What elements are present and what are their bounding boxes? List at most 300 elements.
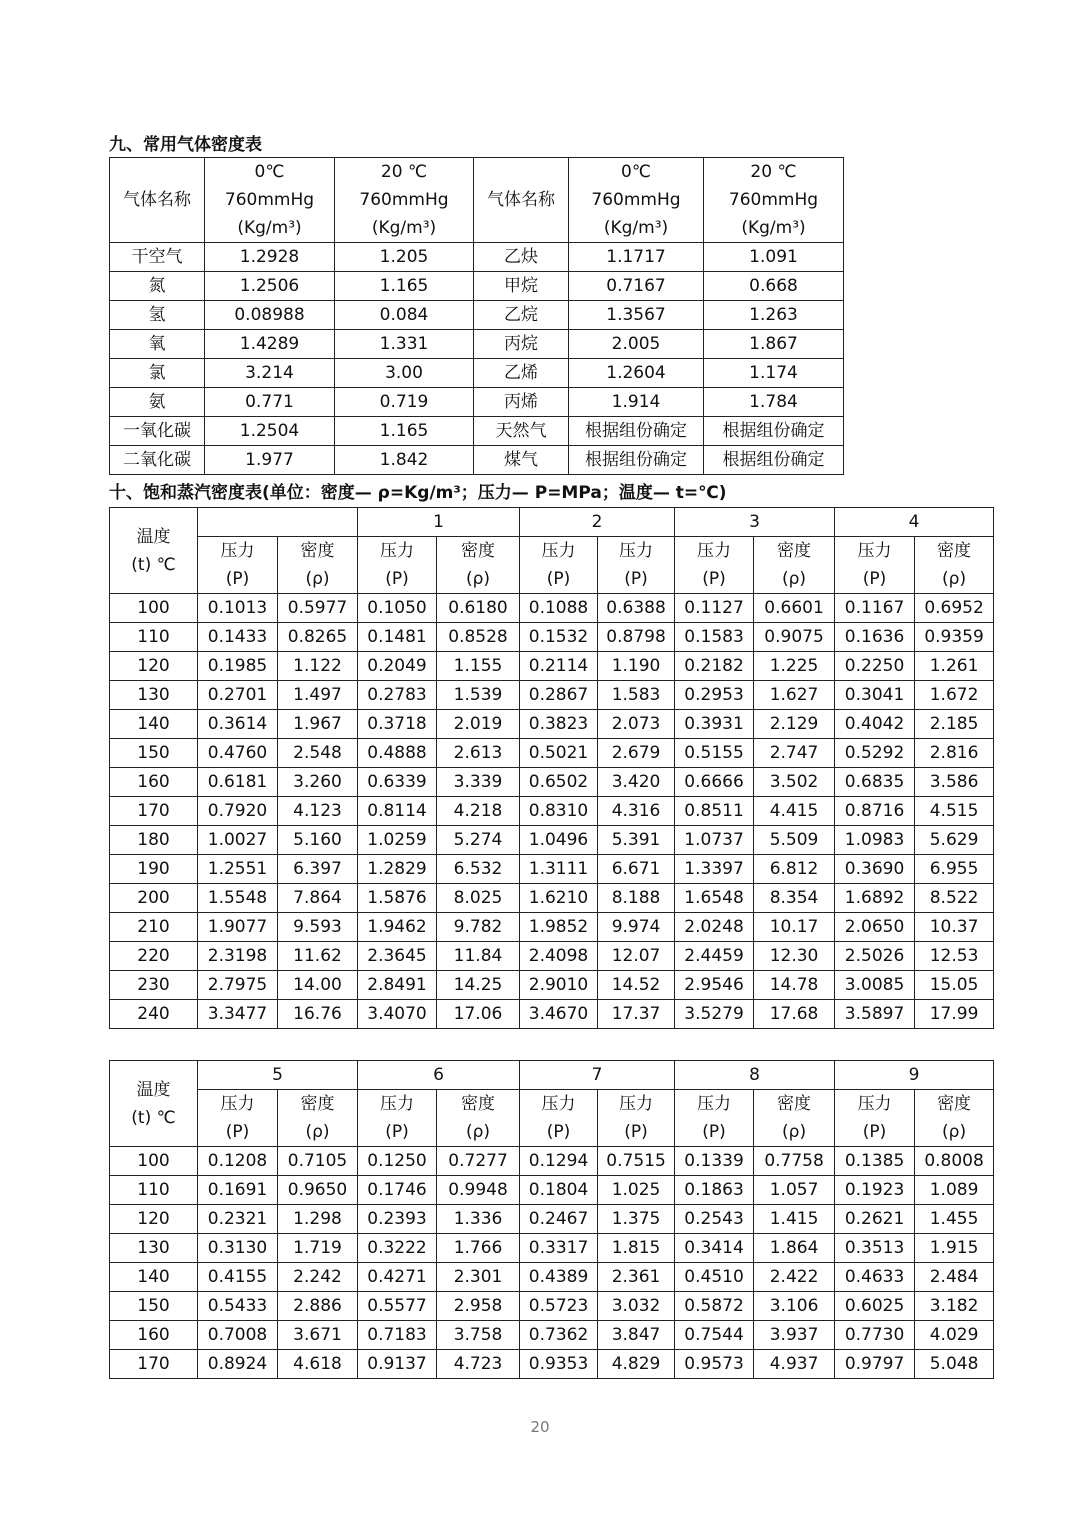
steam-value-cell: 5.391 [598,826,675,855]
steam-value-cell: 6.397 [278,855,358,884]
steam-value-cell: 0.5577 [358,1292,437,1321]
steam-sub-header-line: 压力 [380,541,414,561]
steam-value-cell: 2.361 [598,1263,675,1292]
steam-value-cell: 0.7277 [437,1147,520,1176]
steam-value-cell: 1.336 [437,1205,520,1234]
steam-value-cell: 2.816 [915,739,994,768]
table-row [110,797,994,826]
steam-value-cell: 14.52 [598,971,675,1000]
steam-sub-header [675,1090,754,1147]
steam-value-cell: 12.30 [754,942,835,971]
steam-value-cell: 0.7544 [675,1321,754,1350]
steam-value-cell: 0.2467 [520,1205,598,1234]
steam-sub-header [754,1090,835,1147]
gas-name-cell: 煤气 [474,446,569,475]
steam-value-cell: 0.9353 [520,1350,598,1379]
steam-group-header: 9 [835,1061,994,1090]
steam-group-header: 8 [675,1061,835,1090]
gas-name-cell: 干空气 [110,243,205,272]
table-row [110,272,844,301]
steam-value-cell: 0.8265 [278,623,358,652]
steam-value-cell: 1.155 [437,652,520,681]
steam-value-cell: 0.7105 [278,1147,358,1176]
steam-value-cell: 8.188 [598,884,675,913]
page-number: 20 [530,1418,550,1436]
steam-group-header-row [110,508,994,537]
steam-value-cell: 0.1985 [198,652,278,681]
steam-sub-header-line: 压力 [541,541,576,561]
steam-sub-header-line: (P) [862,569,887,589]
steam-value-cell: 0.7183 [358,1321,437,1350]
steam-value-cell: 3.586 [915,768,994,797]
steam-value-cell: 2.886 [278,1292,358,1321]
steam-value-cell: 0.7362 [520,1321,598,1350]
gas-name-header-2: 气体名称 [474,158,569,243]
steam-sub-header-line: 压力 [697,1094,732,1114]
steam-value-cell: 10.17 [754,913,835,942]
density-value-cell: 根据组份确定 [704,417,844,446]
steam-value-cell: 0.3222 [358,1234,437,1263]
steam-value-cell: 0.3130 [198,1234,278,1263]
steam-value-cell: 1.0259 [358,826,437,855]
steam-group-header [198,508,358,537]
table-row [110,388,844,417]
steam-sub-header-line: 密度 [777,541,812,561]
steam-value-cell: 2.019 [437,710,520,739]
steam-value-cell: 0.4510 [675,1263,754,1292]
density-value-cell: 根据组份确定 [569,446,704,475]
steam-sub-header-line: (ρ) [782,1122,807,1142]
steam-value-cell: 0.6666 [675,768,754,797]
steam-value-cell: 0.3690 [835,855,915,884]
gas-name-cell: 氨 [110,388,205,417]
gas-20c-pressure: 760mmHg [359,190,449,210]
steam-value-cell: 3.937 [754,1321,835,1350]
steam-value-cell: 0.7920 [198,797,278,826]
steam-sub-header-line: 压力 [857,541,892,561]
steam-sub-header-line: (P) [385,569,409,589]
steam-sub-header-line: (ρ) [942,1122,967,1142]
density-value-cell: 根据组份确定 [569,417,704,446]
steam-value-cell: 3.0085 [835,971,915,1000]
steam-value-cell: 0.6601 [754,594,835,623]
steam-group-header: 4 [835,508,994,537]
steam-value-cell: 1.0737 [675,826,754,855]
density-value-cell: 0.668 [704,272,844,301]
steam-value-cell: 10.37 [915,913,994,942]
steam-value-cell: 1.057 [754,1176,835,1205]
temperature-header [110,1061,198,1147]
steam-value-cell: 2.185 [915,710,994,739]
steam-sub-header-line: 压力 [380,1094,415,1114]
steam-value-cell: 0.6339 [358,768,437,797]
steam-value-cell: 4.218 [437,797,520,826]
density-value-cell: 1.3567 [569,301,704,330]
gas-name-cell: 乙炔 [474,243,569,272]
steam-value-cell: 0.2393 [358,1205,437,1234]
table-row [110,971,994,1000]
density-value-cell: 1.867 [704,330,844,359]
steam-value-cell: 2.301 [437,1263,520,1292]
steam-value-cell: 17.06 [437,1000,520,1029]
steam-sub-header [278,1090,358,1147]
steam-sub-header [835,1090,915,1147]
steam-sub-header-line: 密度 [937,541,972,561]
table-row [110,826,994,855]
steam-value-cell: 0.6181 [198,768,278,797]
steam-value-cell: 0.9359 [915,623,994,652]
steam-value-cell: 2.4098 [520,942,598,971]
temperature-cell: 150 [110,1292,198,1321]
steam-group-header: 7 [520,1061,675,1090]
steam-value-cell: 1.915 [915,1234,994,1263]
steam-value-cell: 1.5548 [198,884,278,913]
steam-value-cell: 3.502 [754,768,835,797]
steam-value-cell: 6.955 [915,855,994,884]
steam-sub-header-line: 压力 [697,541,732,561]
steam-value-cell: 0.1746 [358,1176,437,1205]
gas-density-table [109,157,844,475]
steam-value-cell: 0.2621 [835,1205,915,1234]
steam-value-cell: 1.672 [915,681,994,710]
table-row [110,942,994,971]
steam-sub-header [437,537,520,594]
gas-name-header: 气体名称 [110,158,205,243]
steam-value-cell: 0.8798 [598,623,675,652]
steam-sub-header [358,537,437,594]
steam-value-cell: 1.0027 [198,826,278,855]
steam-density-table-1 [109,507,994,1029]
steam-value-cell: 1.375 [598,1205,675,1234]
steam-value-cell: 0.9948 [437,1176,520,1205]
steam-value-cell: 8.354 [754,884,835,913]
steam-sub-header-line: (P) [702,569,726,589]
density-value-cell: 3.214 [205,359,335,388]
table-row [110,884,994,913]
steam-value-cell: 0.7008 [198,1321,278,1350]
steam-value-cell: 0.2049 [358,652,437,681]
steam-sub-header-line: 密度 [937,1094,972,1114]
gas-0c-header-2 [569,158,704,243]
steam-sub-header [835,537,915,594]
density-value-cell: 0.08988 [205,301,335,330]
steam-sub-header-line: 压力 [220,541,255,561]
steam-value-cell: 8.025 [437,884,520,913]
density-value-cell: 1.784 [704,388,844,417]
table-row [110,1000,994,1029]
temperature-header-line: (t) ℃ [131,1107,176,1128]
density-value-cell: 0.771 [205,388,335,417]
table-row [110,243,844,272]
steam-value-cell: 1.3111 [520,855,598,884]
steam-value-cell: 0.7515 [598,1147,675,1176]
steam-value-cell: 3.420 [598,768,675,797]
gas-name-cell: 氢 [110,301,205,330]
density-value-cell: 1.205 [335,243,474,272]
steam-value-cell: 1.415 [754,1205,835,1234]
temperature-cell: 190 [110,855,198,884]
table-row [110,1176,994,1205]
steam-sub-header-line: (P) [624,1122,648,1142]
steam-sub-header-line: (P) [862,1122,887,1142]
steam-value-cell: 0.1127 [675,594,754,623]
steam-value-cell: 0.8511 [675,797,754,826]
steam-value-cell: 1.2829 [358,855,437,884]
steam-value-cell: 0.8008 [915,1147,994,1176]
temperature-cell: 200 [110,884,198,913]
steam-sub-header-line: 压力 [220,1094,255,1114]
steam-value-cell: 2.073 [598,710,675,739]
steam-value-cell: 2.613 [437,739,520,768]
table-row [110,681,994,710]
steam-sub-header-line: (P) [225,1122,250,1142]
steam-group-header: 3 [675,508,835,537]
steam-value-cell: 12.53 [915,942,994,971]
steam-value-cell: 2.484 [915,1263,994,1292]
steam-sub-header-line: (ρ) [465,1122,491,1142]
steam-sub-header-row [110,537,994,594]
steam-value-cell: 2.4459 [675,942,754,971]
steam-value-cell: 1.2551 [198,855,278,884]
gas-20c-header [335,158,474,243]
steam-value-cell: 1.0983 [835,826,915,855]
steam-value-cell: 0.1923 [835,1176,915,1205]
steam-value-cell: 0.8528 [437,623,520,652]
steam-value-cell: 0.5723 [520,1292,598,1321]
gas-name-cell: 甲烷 [474,272,569,301]
steam-value-cell: 1.539 [437,681,520,710]
steam-value-cell: 3.339 [437,768,520,797]
steam-value-cell: 2.7975 [198,971,278,1000]
table-row [110,1234,994,1263]
steam-sub-header-line: 密度 [300,1094,335,1114]
steam-sub-header [915,537,994,594]
table-row [110,652,994,681]
steam-sub-header [520,1090,598,1147]
steam-value-cell: 1.967 [278,710,358,739]
steam-value-cell: 0.1013 [198,594,278,623]
steam-value-cell: 0.1250 [358,1147,437,1176]
gas-density-title: 九、常用气体密度表 [109,135,262,155]
steam-value-cell: 0.4888 [358,739,437,768]
steam-value-cell: 4.937 [754,1350,835,1379]
steam-sub-header [598,1090,675,1147]
steam-value-cell: 1.864 [754,1234,835,1263]
density-value-cell: 1.2604 [569,359,704,388]
temperature-cell: 120 [110,1205,198,1234]
steam-value-cell: 0.8310 [520,797,598,826]
density-value-cell: 1.977 [205,446,335,475]
table-row [110,1147,994,1176]
density-value-cell: 1.4289 [205,330,335,359]
density-value-cell: 1.842 [335,446,474,475]
steam-value-cell: 0.9650 [278,1176,358,1205]
steam-value-cell: 0.5433 [198,1292,278,1321]
steam-sub-header-line: (P) [702,1122,726,1142]
steam-value-cell: 14.78 [754,971,835,1000]
steam-value-cell: 1.766 [437,1234,520,1263]
gas-0c-unit: (Kg/m³) [237,218,302,238]
steam-value-cell: 0.8716 [835,797,915,826]
table-row [110,1263,994,1292]
temperature-header-line: 温度 [136,1079,171,1100]
steam-value-cell: 4.829 [598,1350,675,1379]
steam-value-cell: 4.618 [278,1350,358,1379]
steam-value-cell: 0.6835 [835,768,915,797]
steam-value-cell: 6.671 [598,855,675,884]
steam-value-cell: 0.6180 [437,594,520,623]
steam-value-cell: 0.2182 [675,652,754,681]
steam-value-cell: 0.1339 [675,1147,754,1176]
steam-value-cell: 2.9010 [520,971,598,1000]
gas-20c-temp: 20 ℃ [380,162,428,182]
gas-name-cell: 乙烷 [474,301,569,330]
steam-value-cell: 4.123 [278,797,358,826]
gas-name-cell: 丙烯 [474,388,569,417]
steam-value-cell: 11.62 [278,942,358,971]
table-row [110,623,994,652]
steam-value-cell: 0.6388 [598,594,675,623]
steam-value-cell: 0.1691 [198,1176,278,1205]
steam-value-cell: 5.629 [915,826,994,855]
steam-value-cell: 1.627 [754,681,835,710]
steam-value-cell: 3.106 [754,1292,835,1321]
gas-0c-pressure: 760mmHg [224,190,315,210]
steam-value-cell: 1.9462 [358,913,437,942]
steam-value-cell: 0.3718 [358,710,437,739]
steam-sub-header-line: 密度 [777,1094,812,1114]
steam-value-cell: 0.9137 [358,1350,437,1379]
steam-value-cell: 6.812 [754,855,835,884]
steam-value-cell: 0.6502 [520,768,598,797]
table-row [110,1321,994,1350]
density-value-cell: 1.263 [704,301,844,330]
steam-value-cell: 1.089 [915,1176,994,1205]
steam-sub-header-line: (P) [624,569,648,589]
steam-group-header: 1 [358,508,520,537]
steam-value-cell: 2.3645 [358,942,437,971]
steam-value-cell: 1.025 [598,1176,675,1205]
steam-value-cell: 0.1532 [520,623,598,652]
density-value-cell: 1.2506 [205,272,335,301]
steam-value-cell: 2.0650 [835,913,915,942]
gas-20c-unit: (Kg/m³) [371,218,437,238]
table-row [110,739,994,768]
temperature-cell: 140 [110,1263,198,1292]
density-value-cell: 0.7167 [569,272,704,301]
gas-20c-unit: (Kg/m³) [741,218,806,238]
temperature-cell: 240 [110,1000,198,1029]
steam-value-cell: 1.225 [754,652,835,681]
steam-sub-header-line: 压力 [857,1094,892,1114]
steam-value-cell: 1.497 [278,681,358,710]
steam-value-cell: 3.4070 [358,1000,437,1029]
steam-value-cell: 12.07 [598,942,675,971]
steam-value-cell: 9.782 [437,913,520,942]
steam-sub-header-line: (ρ) [782,569,807,589]
steam-value-cell: 1.9852 [520,913,598,942]
density-value-cell: 根据组份确定 [704,446,844,475]
temperature-cell: 110 [110,623,198,652]
table-row [110,1292,994,1321]
steam-value-cell: 5.160 [278,826,358,855]
steam-value-cell: 16.76 [278,1000,358,1029]
temperature-cell: 160 [110,1321,198,1350]
steam-value-cell: 2.9546 [675,971,754,1000]
steam-value-cell: 15.05 [915,971,994,1000]
steam-sub-header-line: (P) [546,1122,571,1142]
density-value-cell: 1.165 [335,272,474,301]
table-row [110,1205,994,1234]
steam-value-cell: 0.1804 [520,1176,598,1205]
steam-sub-header-line: 密度 [461,541,495,561]
steam-value-cell: 0.2867 [520,681,598,710]
steam-sub-header-line: (ρ) [942,569,967,589]
steam-value-cell: 0.5977 [278,594,358,623]
gas-0c-temp: 0℃ [621,162,651,182]
steam-value-cell: 1.5876 [358,884,437,913]
steam-value-cell: 0.4389 [520,1263,598,1292]
steam-value-cell: 1.6210 [520,884,598,913]
density-value-cell: 1.331 [335,330,474,359]
steam-value-cell: 9.974 [598,913,675,942]
steam-value-cell: 0.1294 [520,1147,598,1176]
steam-value-cell: 1.815 [598,1234,675,1263]
gas-0c-header [205,158,335,243]
temperature-cell: 180 [110,826,198,855]
steam-value-cell: 0.7730 [835,1321,915,1350]
steam-value-cell: 1.6548 [675,884,754,913]
steam-value-cell: 0.6025 [835,1292,915,1321]
density-value-cell: 3.00 [335,359,474,388]
density-value-cell: 1.165 [335,417,474,446]
steam-value-cell: 17.37 [598,1000,675,1029]
gas-0c-unit: (Kg/m³) [603,218,669,238]
temperature-cell: 120 [110,652,198,681]
temperature-cell: 130 [110,681,198,710]
steam-sub-header-line: (P) [546,569,571,589]
table-row [110,768,994,797]
steam-value-cell: 0.1088 [520,594,598,623]
gas-name-cell: 一氧化碳 [110,417,205,446]
density-value-cell: 1.1717 [569,243,704,272]
steam-value-cell: 0.1208 [198,1147,278,1176]
steam-sub-header [437,1090,520,1147]
temperature-header-line: (t) ℃ [131,554,176,575]
density-value-cell: 0.719 [335,388,474,417]
density-value-cell: 2.005 [569,330,704,359]
steam-value-cell: 2.747 [754,739,835,768]
gas-name-cell: 天然气 [474,417,569,446]
steam-sub-header-line: (ρ) [465,569,491,589]
steam-value-cell: 0.8924 [198,1350,278,1379]
table-row [110,710,994,739]
steam-value-cell: 2.679 [598,739,675,768]
temperature-cell: 230 [110,971,198,1000]
steam-value-cell: 5.509 [754,826,835,855]
steam-value-cell: 1.190 [598,652,675,681]
steam-value-cell: 0.3041 [835,681,915,710]
steam-value-cell: 0.1050 [358,594,437,623]
gas-name-cell: 乙烯 [474,359,569,388]
steam-sub-header-line: (ρ) [305,569,330,589]
steam-sub-header [915,1090,994,1147]
steam-group-header: 5 [198,1061,358,1090]
gas-name-cell: 氧 [110,330,205,359]
steam-value-cell: 0.4155 [198,1263,278,1292]
steam-value-cell: 3.758 [437,1321,520,1350]
steam-value-cell: 0.8114 [358,797,437,826]
